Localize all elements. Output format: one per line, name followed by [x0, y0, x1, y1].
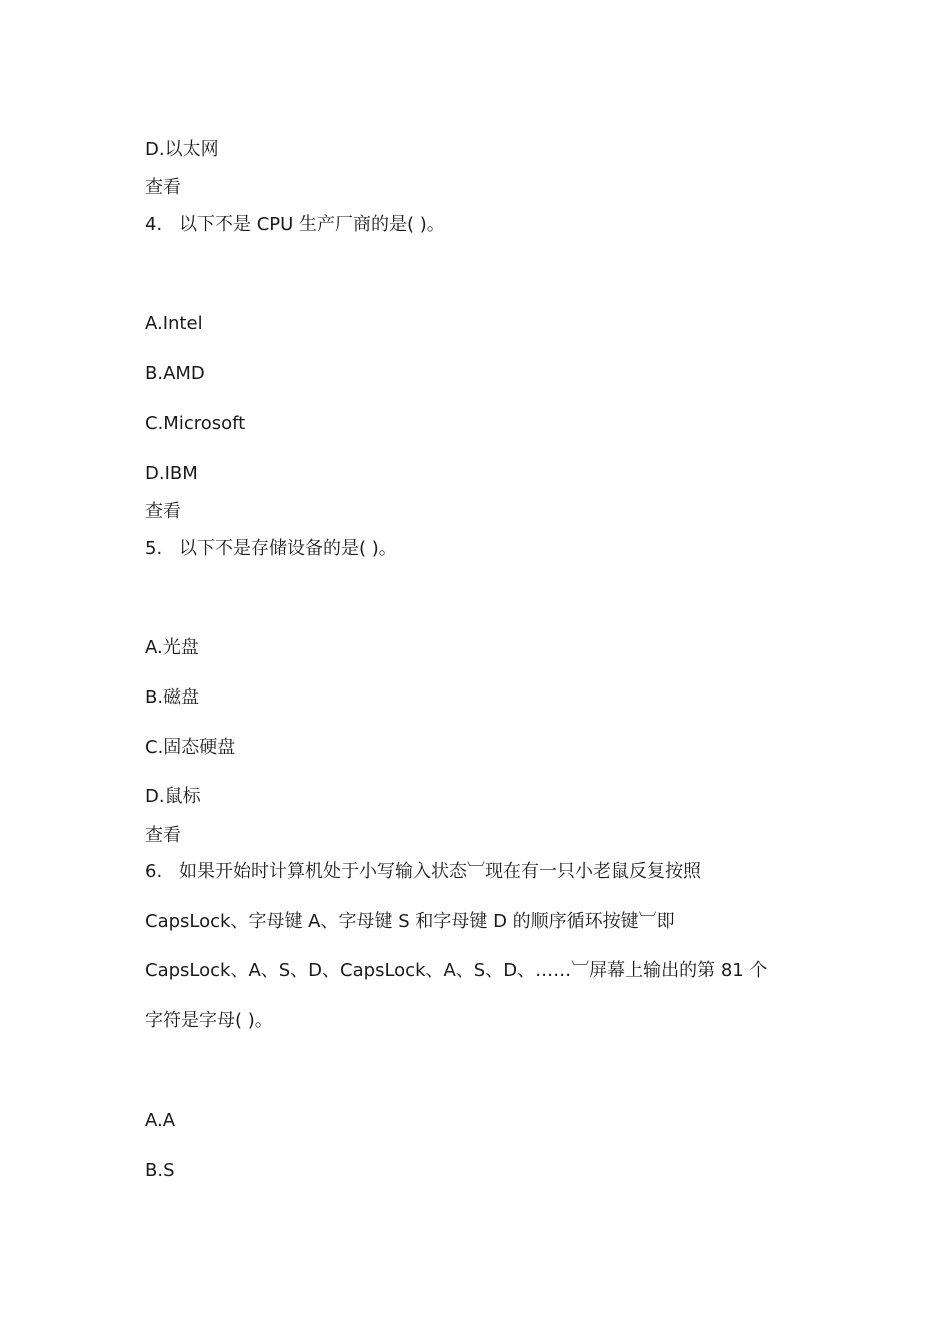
q6-stem-text-1: 如果开始时计算机处于小写输入状态︺现在有一只小老鼠反复按照: [179, 861, 701, 882]
q5-option-d: D.鼠标: [145, 786, 201, 807]
q3-option-d: D.以太网: [145, 139, 219, 160]
q6-option-a: A.A: [145, 1110, 176, 1131]
q5-option-b: B.磁盘: [145, 687, 200, 708]
q3-view-link[interactable]: 查看: [145, 177, 181, 198]
q4-option-d: D.IBM: [145, 463, 198, 484]
q4-option-c: C.Microsoft: [145, 413, 246, 434]
q5-stem-text: 以下不是存储设备的是( )。: [179, 538, 397, 559]
q4-number: 4.: [145, 214, 163, 235]
q6-stem-line-3: CapsLock、A、S、D、CapsLock、A、S、D、……︺屏幕上输出的第 81 个: [145, 960, 768, 981]
q4-stem-text: 以下不是 CPU 生产厂商的是( )。: [179, 214, 445, 235]
q4-option-b: B.AMD: [145, 363, 205, 384]
q5-view-link[interactable]: 查看: [145, 825, 181, 846]
q4-stem: [145, 213, 445, 237]
q6-stem-line-1: [145, 860, 701, 884]
q5-option-a: A.光盘: [145, 637, 199, 658]
q5-number: 5.: [145, 538, 163, 559]
q6-option-b: B.S: [145, 1160, 175, 1181]
q6-number: 6.: [145, 861, 163, 882]
q4-view-link[interactable]: 查看: [145, 501, 181, 522]
q5-stem: [145, 537, 397, 561]
q5-option-c: C.固态硬盘: [145, 737, 236, 758]
q4-option-a: A.Intel: [145, 313, 203, 334]
q6-stem-line-2: CapsLock、字母键 A、字母键 S 和字母键 D 的顺序循环按键︺即: [145, 911, 675, 932]
q6-stem-line-4: 字符是字母( )。: [145, 1010, 273, 1031]
